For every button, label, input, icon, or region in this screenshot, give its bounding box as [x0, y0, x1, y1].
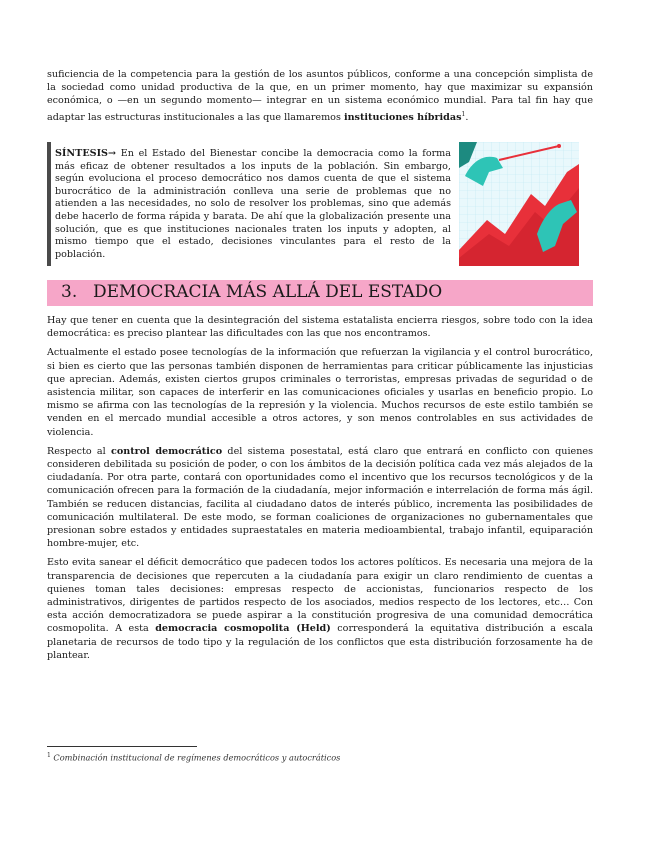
growth-chart-illustration — [459, 142, 579, 266]
synthesis-label: SÍNTESIS→ — [55, 148, 117, 159]
section-number: 3. — [61, 282, 78, 302]
paragraph-3-bold: control democrático — [111, 445, 223, 457]
paragraph-1: Hay que tener en cuenta que la desintegración del sistema estatalista encierra riesgos, sobre todo con la idea democrática: es preciso plantear las dificultades con las que nos encontramos. — [47, 315, 593, 340]
intro-bold-term: instituciones híbridas — [343, 111, 462, 123]
section-title: DEMOCRACIA MÁS ALLÁ DEL ESTADO — [93, 282, 443, 302]
paragraph-4-start: Esto evita sanear el déficit democrático que padecen todos los actores políticos. Es necesaria una mejora de la transparencia de decisiones que repercuten a la ciudadanía para exigir un claro rendimiento de cuentas a quienes toman tales decisiones: empresas respecto de accionistas, funcionarios respecto de los administrativos, dirigentes de partidos respecto de los asociados, medios respecto de los lectores, etc… Con esta acción democratizadora se puede aspirar a la constitución progresiva de una comunidad democrática cosmopolita. A esta — [47, 557, 593, 635]
paragraph-4-bold: democracia cosmopolita (Held) — [155, 623, 331, 635]
synthesis-bar — [47, 142, 51, 266]
footnote-text: Combinación institucional de regímenes democráticos y autocráticos — [50, 752, 341, 763]
synthesis-text — [55, 148, 451, 261]
page-content — [47, 68, 593, 668]
paragraph-2: Actualmente el estado posee tecnologías de la información que refuerzan la vigilancia y el control burocrático, si bien es cierto que las personas también disponen de herramientas para criticar públicamente las injusticias que aprecian. Además, existen ciertos grupos criminales o terroristas, empresas privadas de seguridad o de asistencia militar, son capaces de interferir en las comunicaciones oficiales y usarlas en beneficio propio. Lo mismo se afirma con las tecnologías de la represión y la violencia. Muchos recursos de este estilo también se venden en el mercado mundial accesible a otros actores, y son menos controlables en sus actividades de violencia. — [47, 347, 593, 438]
paragraph-3-end: del sistema posestatal, está claro que entrará en conflicto con quienes consideren debilitada su posición de poder, o con los ámbitos de la decisión política cada vez más alejados de la ciudadanía. Por otra parte, contará con oportunidades como el incentivo que los recursos tecnológicos y de la comunicación ofrecen para la formación de la ciudadanía, mejor información e interrelación de forma más ágil. También se reducen distancias, facilita al ciudadano datos de interés público, incrementa las posibilidades de comunicación multilateral. De este modo, se forman coaliciones de organizaciones no gubernamentales que presionan sobre estados y entidades supraestatales en materia medioambiental, trabajo infantil, equiparación hombre-mujer, etc. — [47, 445, 593, 550]
footnote — [47, 752, 340, 763]
intro-paragraph — [47, 68, 593, 124]
paragraph-4-end: corresponderá la equitativa distribución a escala planetaria de recursos de todo tipo y la regulación de los conflictos que esta distribución forzosamente ha de plantear. — [47, 623, 593, 661]
paragraph-3 — [47, 445, 593, 551]
footnote-ref[interactable]: 1 — [461, 110, 466, 118]
footnote-divider — [47, 746, 197, 747]
synthesis-box — [47, 142, 593, 266]
footnote-number: 1 — [47, 752, 51, 759]
synthesis-body: En el Estado del Bienestar concibe la democracia como la forma más eficaz de obtener resultados a los inputs de la población. Sin embargo, según evoluciona el proceso democrático nos damos cuenta de que el sistema burocrático de la administración conlleva una serie de problemas que no atienden a las necesidades, no solo de resolver los problemas, sino que además debe hacerlo de forma rápida y barata. De ahí que la globalización presente una solución, que es que instituciones nacionales traten los inputs y adopten, al mismo tiempo que el estado, decisiones vinculantes para el resto de la población. — [55, 148, 451, 260]
paragraph-4 — [47, 556, 593, 662]
intro-end: . — [465, 111, 469, 123]
intro-text: suficiencia de la competencia para la gestión de los asuntos públicos, conforme a una concepción simplista de la sociedad como unidad productiva de la que, en un primer momento, hay que maximizar su expansión económica, o —en un segundo momento— integrar en un sistema económico mundial. Para tal fin hay que adaptar las estructuras institucionales a las que llamaremos — [47, 69, 593, 123]
section-heading — [47, 280, 593, 306]
paragraph-3-start: Respecto al — [47, 445, 112, 457]
illustration-icon — [459, 142, 579, 266]
